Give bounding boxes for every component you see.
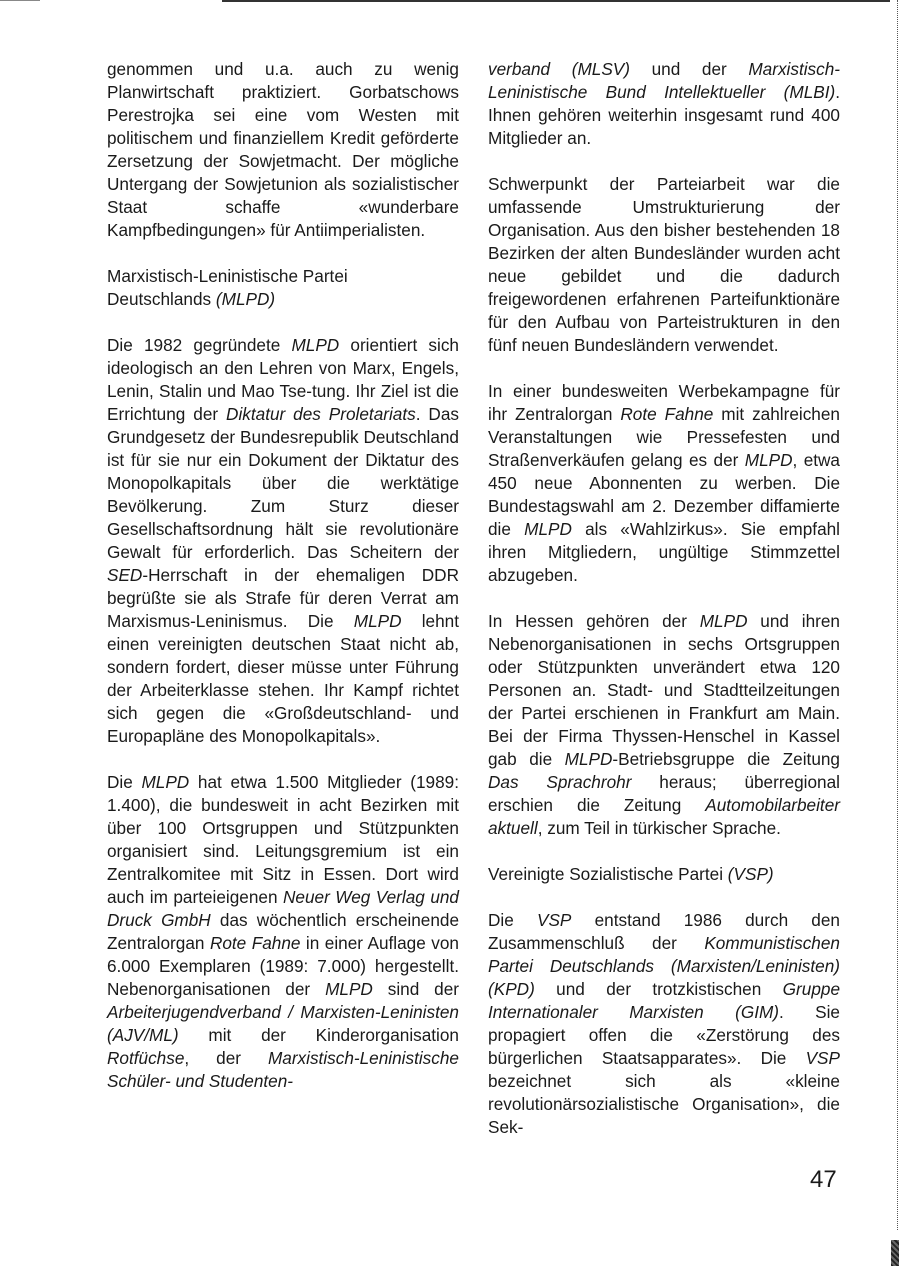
heading-line: Marxistisch-Leninistische Partei bbox=[107, 266, 348, 286]
paragraph-hessen bbox=[488, 610, 840, 840]
italic-span: Das Sprachrohr bbox=[488, 772, 632, 792]
italic-span: Automobilarbeiter aktuell bbox=[488, 795, 840, 838]
italic-span: SED bbox=[107, 565, 143, 585]
heading-abbreviation: (VSP) bbox=[727, 864, 774, 884]
paragraph-restructuring bbox=[488, 173, 840, 357]
text-span: und ihren Nebenorganisationen in sechs Ortsgruppen oder Stützpunkten unverändert etwa 120 Personen an. Stadt- und Stadtteilzeitungen der Partei erschienen in Frankfurt am Main. Bei der Firma Thyssen-Henschel in Kassel gab die bbox=[488, 611, 840, 769]
italic-span: Arbeiterjugendverband / Marxisten-Leninisten (AJV/ML) bbox=[107, 1002, 459, 1045]
italic-span: Rote Fahne bbox=[209, 933, 301, 953]
paragraph-vsp bbox=[488, 909, 840, 1139]
text-span: . Das Grundgesetz der Bundesrepublik Deutschland ist für sie nur ein Dokument der Diktatur des Monopolkapitals über die werktätige Bevölkerung. Zum Sturz dieser Gesellschaftsordnung hält sie revolutionäre Gewalt für erforderlich. Das Scheitern der bbox=[107, 404, 459, 562]
text-span: Die bbox=[107, 772, 142, 792]
italic-span: MLPD bbox=[291, 335, 340, 355]
text-span: bezeichnet sich als «kleine revolutionärsozialistische Organisation», die Sek- bbox=[488, 1071, 840, 1137]
italic-span: VSP bbox=[805, 1048, 840, 1068]
italic-span: Rotfüchse bbox=[107, 1048, 185, 1068]
italic-span: Rote Fahne bbox=[620, 404, 714, 424]
italic-span: Neuer Weg Verlag und Druck GmbH bbox=[107, 887, 459, 930]
text-span: Die bbox=[488, 910, 537, 930]
text-span: -Betriebsgruppe die Zeitung bbox=[612, 749, 840, 769]
italic-span: Kommunistischen Partei Deutschlands (Marxisten/Leninisten) (KPD) bbox=[488, 933, 840, 999]
paragraph-mlpd-ideology bbox=[107, 334, 459, 748]
italic-span: Gruppe Internationaler Marxisten (GIM) bbox=[488, 979, 840, 1022]
text-span: , der bbox=[184, 1048, 268, 1068]
paragraph-soviet-union bbox=[107, 58, 459, 242]
italic-span: MLPD bbox=[699, 611, 748, 631]
text-span: . Sie propagiert offen die «Zerstörung des bürgerlichen Staatsapparates». Die bbox=[488, 1002, 840, 1068]
italic-span: Diktatur des Proletariats bbox=[226, 404, 416, 424]
text-span: In einer bundesweiten Werbekampagne für ihr Zentralorgan bbox=[488, 381, 840, 424]
italic-span: Marxistisch-Leninistische Schüler- und Studenten- bbox=[107, 1048, 459, 1091]
section-heading-vsp bbox=[488, 863, 840, 886]
italic-span: VSP bbox=[536, 910, 572, 930]
italic-span: MLPD bbox=[564, 749, 613, 769]
text-span: das wöchentlich erscheinende Zentralorgan bbox=[107, 910, 459, 953]
section-heading-mlpd bbox=[107, 265, 459, 311]
text-span: , zum Teil in türkischer Sprache. bbox=[537, 818, 781, 838]
paragraph-text: genommen und u.a. auch zu wenig Planwirtschaft praktiziert. Gorbatschows Perestrojka sei eine vom Westen mit politischem und finanziellem Kredit geförderte Zersetzung der Sowjetmacht. Der mögliche Untergang der Sowjetunion als sozialistischer Staat schaffe «wunderbare Kampfbedingungen» für Antiimperialisten. bbox=[107, 59, 459, 240]
italic-span: MLPD bbox=[524, 519, 572, 539]
italic-span: MLPD bbox=[141, 772, 190, 792]
right-column bbox=[488, 58, 840, 1162]
italic-span: MLPD bbox=[353, 611, 402, 631]
text-span: hat etwa 1.500 Mitglieder (1989: 1.400), die bundesweit in acht Bezirken mit über 100 Ortsgruppen und Stützpunkten organisiert sind. Leitungsgremium ist ein Zentralkomitee mit Sitz in Essen. Dort wird auch im parteieigenen bbox=[107, 772, 459, 907]
text-span: und der trotzkistischen bbox=[534, 979, 783, 999]
scan-edge-mark bbox=[891, 1240, 899, 1266]
italic-span: MLPD bbox=[325, 979, 373, 999]
paragraph-mlpd-membership bbox=[107, 771, 459, 1093]
page-number: 47 bbox=[810, 1166, 837, 1193]
scan-edge-line-top bbox=[222, 0, 890, 2]
paragraph-mlpd-organizations bbox=[488, 58, 840, 150]
left-column bbox=[107, 58, 459, 1116]
paragraph-campaign bbox=[488, 380, 840, 587]
text-span: lehnt einen vereinigten deutschen Staat nicht ab, sondern fordert, dieser müsse unter Führung der Arbeiterklasse stehen. Ihr Kampf richtet sich gegen die «Großdeutschland- und Europapläne des Monopolkapitals». bbox=[107, 611, 460, 746]
text-span: -Herrschaft in der ehemaligen DDR begrüßte sie als Strafe für deren Verrat am Marxismus-Leninismus. Die bbox=[107, 565, 459, 631]
scan-edge-line-left bbox=[0, 0, 40, 1]
text-span: entstand 1986 durch den Zusammenschluß der bbox=[488, 910, 840, 953]
heading-line: Deutschlands bbox=[107, 289, 216, 309]
text-span: sind der bbox=[372, 979, 459, 999]
text-span: orientiert sich ideologisch an den Lehren von Marx, Engels, Lenin, Stalin und Mao Tse-tung. Ihr Ziel ist die Errichtung der bbox=[107, 335, 459, 424]
text-span: mit der Kinderorganisation bbox=[178, 1025, 459, 1045]
text-span: Die 1982 gegründete bbox=[107, 335, 292, 355]
text-span: mit zahlreichen Veranstaltungen wie Pressefesten und Straßenverkäufen gelang es der bbox=[488, 404, 840, 470]
paragraph-text: Schwerpunkt der Parteiarbeit war die umfassende Umstrukturierung der Organisation. Aus den bisher bestehenden 18 Bezirken der alten Bundesländer wurden acht neue gebildet und die dadurch freigewordenen erfahrenen Parteifunktionäre für den Aufbau von Parteistrukturen in den fünf neuen Bundesländern verwendet. bbox=[488, 174, 840, 355]
italic-span: verband (MLSV) bbox=[488, 59, 630, 79]
italic-span: Marxistisch-Leninistische Bund Intellektueller (MLBI) bbox=[488, 59, 841, 102]
text-span: heraus; überregional erschien die Zeitung bbox=[488, 772, 840, 815]
text-span: . Ihnen gehören weiterhin insgesamt rund 400 Mitglieder an. bbox=[488, 82, 840, 148]
text-span: in einer Auflage von 6.000 Exemplaren (1989: 7.000) hergestellt. Nebenorganisationen der bbox=[107, 933, 459, 999]
italic-span: MLPD bbox=[744, 450, 793, 470]
text-span: als «Wahlzirkus». Sie empfahl ihren Mitgliedern, ungültige Stimmzettel abzugeben. bbox=[488, 519, 841, 585]
text-span: und der bbox=[629, 59, 749, 79]
text-span: In Hessen gehören der bbox=[488, 611, 700, 631]
heading-line: Vereinigte Sozialistische Partei bbox=[488, 864, 728, 884]
heading-abbreviation: (MLPD) bbox=[215, 289, 276, 309]
text-span: , etwa 450 neue Abonnenten zu werben. Die Bundestagswahl am 2. Dezember diffamierte die bbox=[488, 450, 840, 539]
scan-edge-line-right bbox=[896, 0, 898, 1230]
